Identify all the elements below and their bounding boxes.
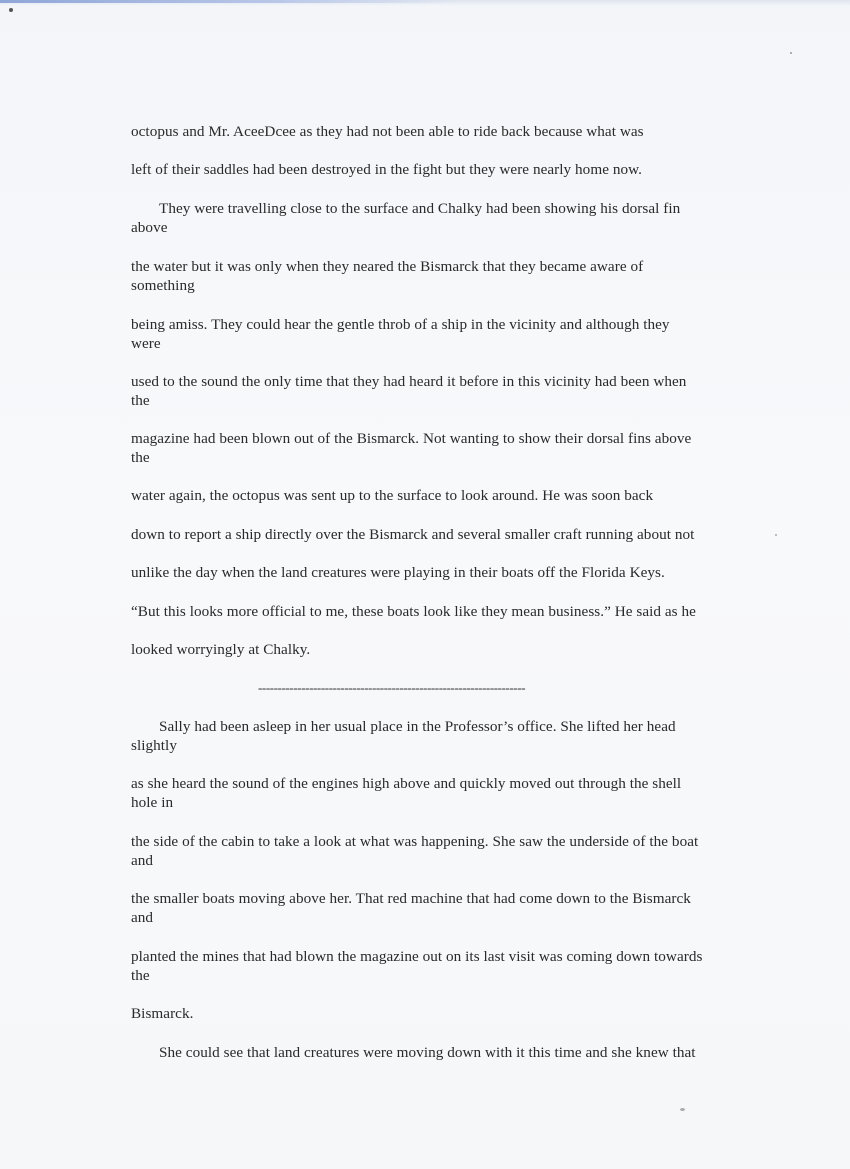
text-line: something (131, 277, 195, 294)
text-line: “But this looks more official to me, these boats look like they mean business.” He said as he (131, 603, 696, 620)
text-line: She could see that land creatures were moving down with it this time and she knew that (159, 1044, 696, 1061)
text-line: above (131, 219, 168, 236)
text-line: Bismarck. (131, 1005, 194, 1022)
text-line: the side of the cabin to take a look at what was happening. She saw the underside of the boat (131, 833, 699, 850)
text-line: the smaller boats moving above her. That red machine that had come down to the Bismarck (131, 890, 691, 907)
text-line: the (131, 449, 150, 466)
text-line: and (131, 852, 154, 869)
text-line: were (131, 335, 161, 352)
text-line: They were travelling close to the surface and Chalky had been showing his dorsal fin (159, 200, 681, 217)
text-line: unlike the day when the land creatures were playing in their boats off the Florida Keys. (131, 564, 665, 581)
text-line: the (131, 392, 150, 409)
text-line: left of their saddles had been destroyed in the fight but they were nearly home now. (131, 161, 642, 178)
text-line: and (131, 909, 154, 926)
text-line: used to the sound the only time that they had heard it before in this vicinity had been when (131, 373, 687, 390)
text-line: octopus and Mr. AceeDcee as they had not been able to ride back because what was (131, 123, 644, 140)
text-line: hole in (131, 794, 174, 811)
text-line: being amiss. They could hear the gentle throb of a ship in the vicinity and although they (131, 316, 670, 333)
text-line: down to report a ship directly over the Bismarck and several smaller craft running about not (131, 526, 695, 543)
text-line: planted the mines that had blown the magazine out on its last visit was coming down towards (131, 948, 703, 965)
section-divider: -------------------------------------------------------------------- (258, 680, 526, 695)
text-line: magazine had been blown out of the Bismarck. Not wanting to show their dorsal fins above (131, 430, 692, 447)
text-line: looked worryingly at Chalky. (131, 641, 311, 658)
text-line: slightly (131, 737, 177, 754)
text-line: Sally had been asleep in her usual place in the Professor’s office. She lifted her head (159, 718, 676, 735)
text-line: as she heard the sound of the engines high above and quickly moved out through the shell (131, 775, 682, 792)
text-line: water again, the octopus was sent up to the surface to look around. He was soon back (131, 487, 654, 504)
text-line: the (131, 967, 150, 984)
text-line: the water but it was only when they neared the Bismarck that they became aware of (131, 258, 644, 275)
